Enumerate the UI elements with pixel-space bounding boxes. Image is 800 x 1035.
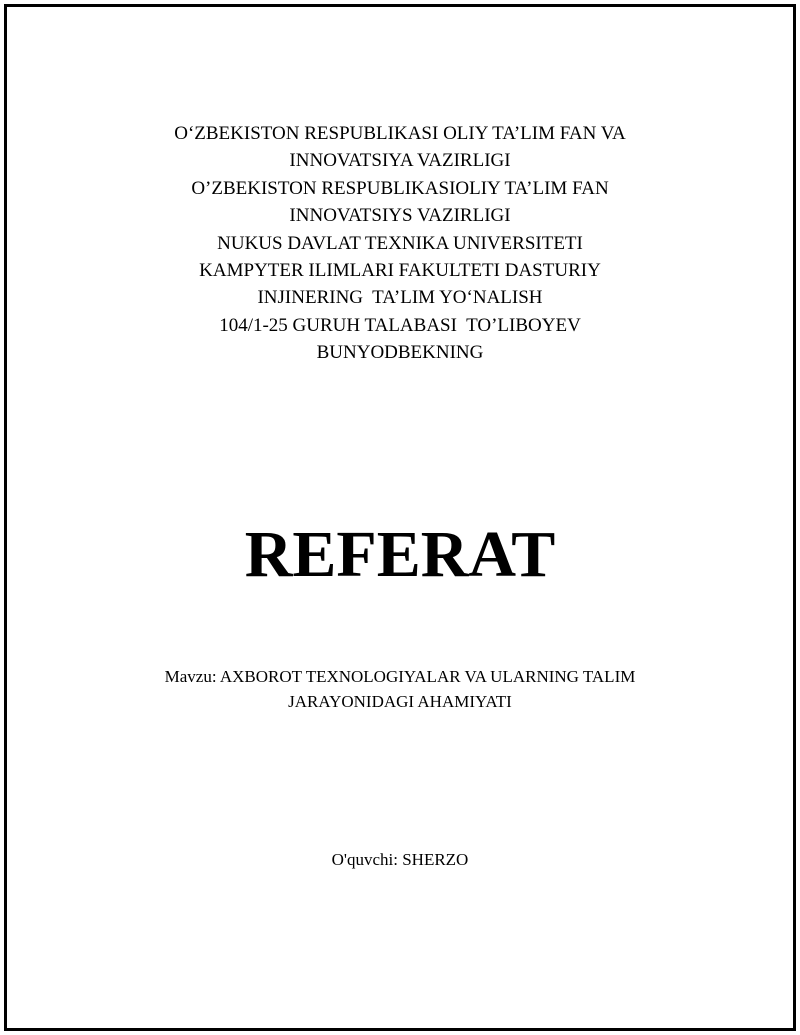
document-title: REFERAT — [244, 518, 556, 591]
topic-line-2: JARAYONIDAGI AHAMIYATI — [288, 692, 512, 711]
student-line: O'quvchi: SHERZO — [331, 850, 469, 869]
header-line-ministry-3: O’ZBEKISTON RESPUBLIKASIOLIY TA’LIM FAN — [191, 177, 609, 199]
header-line-university: NUKUS DAVLAT TEXNIKA UNIVERSITETI — [217, 232, 583, 254]
header-line-faculty: KAMPYTER ILIMLARI FAKULTETI DASTURIY — [199, 260, 601, 282]
header-line-ministry-4: INNOVATSIYS VAZIRLIGI — [289, 205, 511, 227]
header-line-direction: INJINERING TA’LIM YO‘NALISH — [257, 287, 543, 309]
header-line-ministry-2: INNOVATSIYA VAZIRLIGI — [289, 150, 511, 172]
topic-line-1: Mavzu: AXBOROT TEXNOLOGIYALAR VA ULARNING TALIM — [164, 667, 636, 686]
topic-block — [0, 664, 800, 714]
header-line-ministry-1: O‘ZBEKISTON RESPUBLIKASI OLIY TA’LIM FAN VA — [174, 123, 626, 144]
header-line-student-name: BUNYODBEKNING — [316, 342, 484, 364]
institution-header — [0, 120, 800, 367]
header-line-group-student: 104/1-25 GURUH TALABASI TO’LIBOYEV — [219, 314, 581, 336]
